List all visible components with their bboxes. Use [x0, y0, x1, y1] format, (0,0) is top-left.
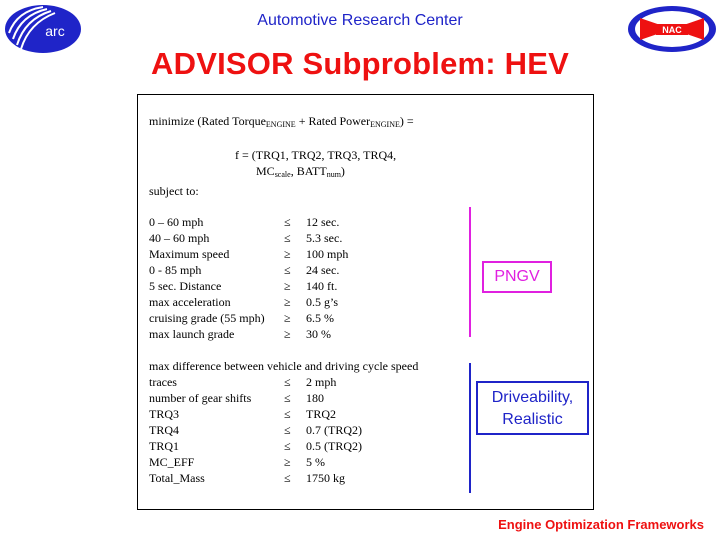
constraint-operator: ≥: [284, 311, 291, 325]
nac-logo-text: NAC: [662, 25, 682, 35]
constraint-value: 5.3 sec.: [306, 231, 343, 245]
mc-sub-scale: scale: [274, 170, 291, 179]
constraint-label: TRQ4: [149, 423, 179, 437]
constraint-label: Total_Mass: [149, 471, 205, 485]
constraint-label: 40 – 60 mph: [149, 231, 210, 245]
objective-power-text: + Rated Power: [295, 114, 371, 128]
constraint-value: 2 mph: [306, 375, 337, 389]
objective-suffix: ) =: [399, 114, 414, 128]
constraint-label: max launch grade: [149, 327, 235, 341]
constraint-value: 0.7 (TRQ2): [306, 423, 362, 437]
function-line: f = (TRQ1, TRQ2, TRQ3, TRQ4,: [235, 148, 397, 162]
constraint-operator: ≤: [284, 407, 291, 421]
pngv-label-text: PNGV: [494, 268, 540, 285]
constraint-operator: ≥: [284, 327, 291, 341]
constraint-value: 6.5 %: [306, 311, 334, 325]
slide-title: ADVISOR Subproblem: HEV: [151, 46, 569, 81]
constraint-label: max acceleration: [149, 295, 231, 309]
constraint-value: TRQ2: [306, 407, 336, 421]
constraint-operator: ≤: [284, 263, 291, 277]
driveability-bracket-line: [469, 363, 471, 493]
driveability-label: [476, 381, 589, 435]
constraint-label: number of gear shifts: [149, 391, 252, 405]
function-line-2: [256, 164, 345, 182]
constraint-label: 0 – 60 mph: [149, 215, 204, 229]
constraint-value: 5 %: [306, 455, 325, 469]
constraint-label: Maximum speed: [149, 247, 230, 261]
constraint-operator: ≥: [284, 247, 291, 261]
constraint-label: MC_EFF: [149, 455, 195, 469]
constraint-operator: ≤: [284, 391, 291, 405]
constraint-value: 1750 kg: [306, 471, 345, 485]
arc-logo-text: arc: [45, 23, 65, 39]
constraint-value: 30 %: [306, 327, 331, 341]
constraint-value: 24 sec.: [306, 263, 340, 277]
constraint-operator: ≤: [284, 231, 291, 245]
constraint-value: 0.5 (TRQ2): [306, 439, 362, 453]
pngv-bracket-line: [469, 207, 471, 337]
pngv-label: [482, 261, 552, 293]
header-title: Automotive Research Center: [257, 12, 463, 29]
objective-torque-text: minimize (Rated Torque: [149, 114, 266, 128]
subject-to-label: subject to:: [149, 184, 199, 198]
constraint-operator: ≥: [284, 455, 291, 469]
constraint-value: 12 sec.: [306, 215, 340, 229]
constraint-label: 0 - 85 mph: [149, 263, 202, 277]
objective-sub-engine-2: ENGINE: [370, 120, 400, 129]
objective-sub-engine-1: ENGINE: [265, 120, 296, 129]
constraint-operator: ≥: [284, 279, 291, 293]
constraint-operator: ≤: [284, 471, 291, 485]
batt-sub-num: num: [326, 170, 341, 179]
constraint-operator: ≤: [284, 423, 291, 437]
function-close-paren: ): [340, 164, 345, 178]
constraint-label: 5 sec. Distance: [149, 279, 222, 293]
constraint-operator: ≤: [284, 439, 291, 453]
constraint-value: 0.5 g’s: [306, 295, 339, 309]
constraint-label: TRQ3: [149, 407, 179, 421]
constraint-value: 180: [306, 391, 324, 405]
driveability-label-line1: Driveability,: [491, 389, 574, 406]
batt-text: , BATT: [290, 164, 327, 178]
objective-line: [149, 114, 414, 132]
constraint-value: 100 mph: [306, 247, 349, 261]
constraint-label: max difference between vehicle and driving cycle speed: [149, 359, 419, 373]
constraint-label: cruising grade (55 mph): [149, 311, 265, 325]
constraint-operator: ≤: [284, 375, 291, 389]
problem-formulation-box: [137, 94, 594, 510]
constraint-value: 140 ft.: [306, 279, 338, 293]
footer-text: Engine Optimization Frameworks: [498, 517, 704, 532]
constraint-operator: ≥: [284, 295, 291, 309]
constraint-label: traces: [149, 375, 177, 389]
constraint-operator: ≤: [284, 215, 291, 229]
constraint-label: TRQ1: [149, 439, 179, 453]
mc-text: MC: [256, 164, 275, 178]
driveability-label-line2: Realistic: [502, 411, 563, 428]
